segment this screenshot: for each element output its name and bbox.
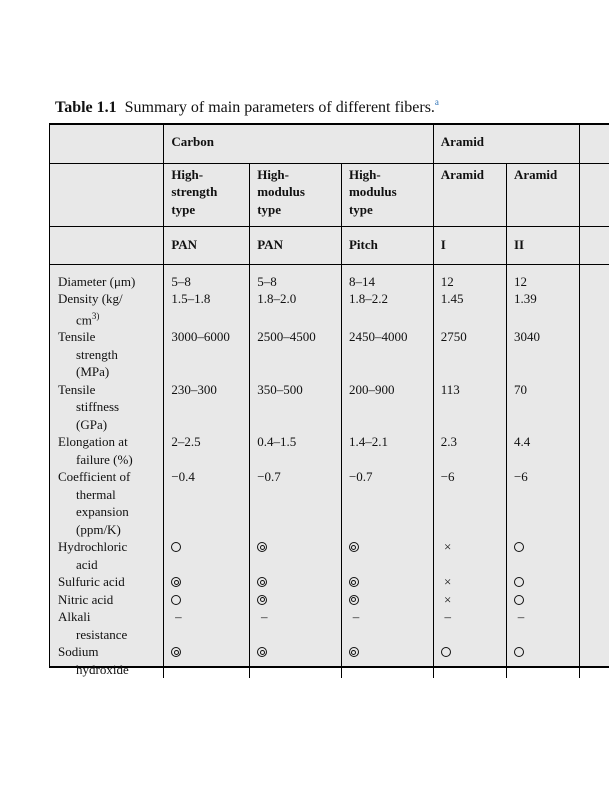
cell: 1.4–2.1 — [341, 433, 433, 468]
open-circle-icon — [171, 595, 181, 605]
dash-icon: – — [175, 609, 182, 625]
cell: 3040 — [506, 328, 579, 381]
cell — [164, 608, 250, 643]
param-hydrochloric-acid: Hydrochloric acid — [58, 539, 128, 572]
double-circle-icon — [257, 595, 267, 605]
cell — [506, 608, 579, 643]
cross-icon: × — [444, 574, 452, 590]
header-row-type — [50, 163, 609, 226]
cell: 1.5–1.8 — [164, 290, 250, 328]
param-density: Density (kg/ $cm^{3)}$ — [58, 291, 123, 327]
cross-icon: × — [444, 591, 452, 607]
cell — [341, 608, 433, 643]
table-row — [50, 538, 609, 573]
header-type-4: Aramid — [433, 163, 506, 226]
cell: 0.4–1.5 — [250, 433, 342, 468]
cell: 3000–6000 — [164, 328, 250, 381]
header-precursor-2: PAN — [250, 226, 342, 264]
header-group-carbon: Carbon — [164, 125, 433, 163]
cell: −6 — [506, 468, 579, 538]
param-cte: Coefficient of thermal expansion (ppm/K) — [58, 469, 131, 537]
fiber-parameters-table — [49, 123, 609, 677]
cell: −0.7 — [341, 468, 433, 538]
cell: 8–14 — [341, 264, 433, 290]
table-row — [50, 573, 609, 591]
cell: 12 — [506, 264, 579, 290]
cell: 350–500 — [250, 381, 342, 434]
header-type-1: High- strength type — [164, 163, 250, 226]
table-row — [50, 591, 609, 609]
cell: 1.8–2.2 — [341, 290, 433, 328]
cell: 70 — [506, 381, 579, 434]
table-caption-text: Summary of main parameters of different fibers. — [124, 99, 435, 116]
cell: 1.45 — [433, 290, 506, 328]
cell — [250, 573, 342, 591]
cell: 5–8 — [250, 264, 342, 290]
dash-icon: – — [517, 609, 525, 625]
table-row — [50, 290, 609, 328]
cell — [506, 591, 579, 609]
cell — [433, 538, 506, 573]
open-circle-icon — [171, 542, 181, 552]
cell — [164, 643, 250, 678]
cell — [164, 591, 250, 609]
cell — [433, 608, 506, 643]
param-alkali-resistance: Alkali resistance — [58, 609, 128, 642]
param-tensile-stiffness: Tensile stiffness (GPa) — [58, 381, 120, 432]
double-circle-icon — [349, 542, 359, 552]
table-row — [50, 328, 609, 381]
param-sodium-hydroxide: Sodium hydroxide — [58, 644, 129, 677]
cell: 12 — [433, 264, 506, 290]
cell: 5–8 — [164, 264, 250, 290]
table-row — [50, 643, 609, 678]
cell: −6 — [433, 468, 506, 538]
dash-icon: – — [260, 609, 268, 625]
header-blank — [50, 125, 164, 163]
cell — [341, 591, 433, 609]
cell — [250, 643, 342, 678]
cell — [506, 643, 579, 678]
param-sulfuric-acid: Sulfuric acid — [58, 574, 125, 590]
header-precursor-5: II — [506, 226, 579, 264]
header-type-2: High- modulus type — [250, 163, 342, 226]
cell — [250, 538, 342, 573]
table-row — [50, 468, 609, 538]
dash-icon: – — [444, 609, 451, 625]
header-type-cut — [580, 163, 609, 226]
cell: 2450–4000 — [341, 328, 433, 381]
header-row-group — [50, 125, 609, 163]
cell — [341, 643, 433, 678]
cell: 230–300 — [164, 381, 250, 434]
cell — [506, 538, 579, 573]
table-row — [50, 433, 609, 468]
cell: 2.3 — [433, 433, 506, 468]
double-circle-icon — [257, 577, 267, 587]
double-circle-icon — [349, 595, 359, 605]
double-circle-icon — [349, 647, 359, 657]
cell: 1.8–2.0 — [250, 290, 342, 328]
cell — [506, 573, 579, 591]
header-blank — [50, 226, 164, 264]
header-group-aramid: Aramid — [433, 125, 579, 163]
header-precursor-3: Pitch — [341, 226, 433, 264]
param-nitric-acid: Nitric acid — [58, 591, 114, 607]
cell: 2500–4500 — [250, 328, 342, 381]
double-circle-icon — [257, 647, 267, 657]
table-row — [50, 264, 609, 290]
cell: 2–2.5 — [164, 433, 250, 468]
double-circle-icon — [171, 647, 181, 657]
cell: −0.4 — [164, 468, 250, 538]
header-precursor-4: I — [433, 226, 506, 264]
dash-icon: – — [352, 609, 360, 625]
table-row — [50, 381, 609, 434]
open-circle-icon — [514, 542, 524, 552]
cell — [250, 608, 342, 643]
table-label: Table 1.1 — [55, 99, 117, 116]
header-type-3: High- modulus type — [341, 163, 433, 226]
cell: 200–900 — [341, 381, 433, 434]
cell — [164, 573, 250, 591]
cell: 2750 — [433, 328, 506, 381]
param-diameter: Diameter (μm) — [58, 273, 136, 289]
cell — [433, 591, 506, 609]
table-caption — [55, 97, 439, 117]
open-circle-icon — [441, 647, 451, 657]
header-precursor-cut — [580, 226, 609, 264]
cell: 4.4 — [506, 433, 579, 468]
cell — [341, 573, 433, 591]
double-circle-icon — [257, 542, 267, 552]
open-circle-icon — [514, 577, 524, 587]
open-circle-icon — [514, 595, 524, 605]
header-blank — [50, 163, 164, 226]
header-precursor-1: PAN — [164, 226, 250, 264]
cell — [250, 591, 342, 609]
open-circle-icon — [514, 647, 524, 657]
double-circle-icon — [171, 577, 181, 587]
header-type-5: Aramid — [506, 163, 579, 226]
param-elongation: Elongation at failure (%) — [58, 434, 133, 467]
header-row-precursor — [50, 226, 609, 264]
cell — [433, 573, 506, 591]
cell — [433, 643, 506, 678]
table-row — [50, 608, 609, 643]
cell — [164, 538, 250, 573]
cross-icon: × — [444, 539, 452, 555]
cell: 1.39 — [506, 290, 579, 328]
double-circle-icon — [349, 577, 359, 587]
cell — [341, 538, 433, 573]
param-tensile-strength: Tensile strength (MPa) — [58, 329, 118, 380]
header-group-cut — [580, 125, 609, 163]
cell: −0.7 — [250, 468, 342, 538]
footnote-link[interactable]: a — [434, 97, 439, 107]
cell: 113 — [433, 381, 506, 434]
